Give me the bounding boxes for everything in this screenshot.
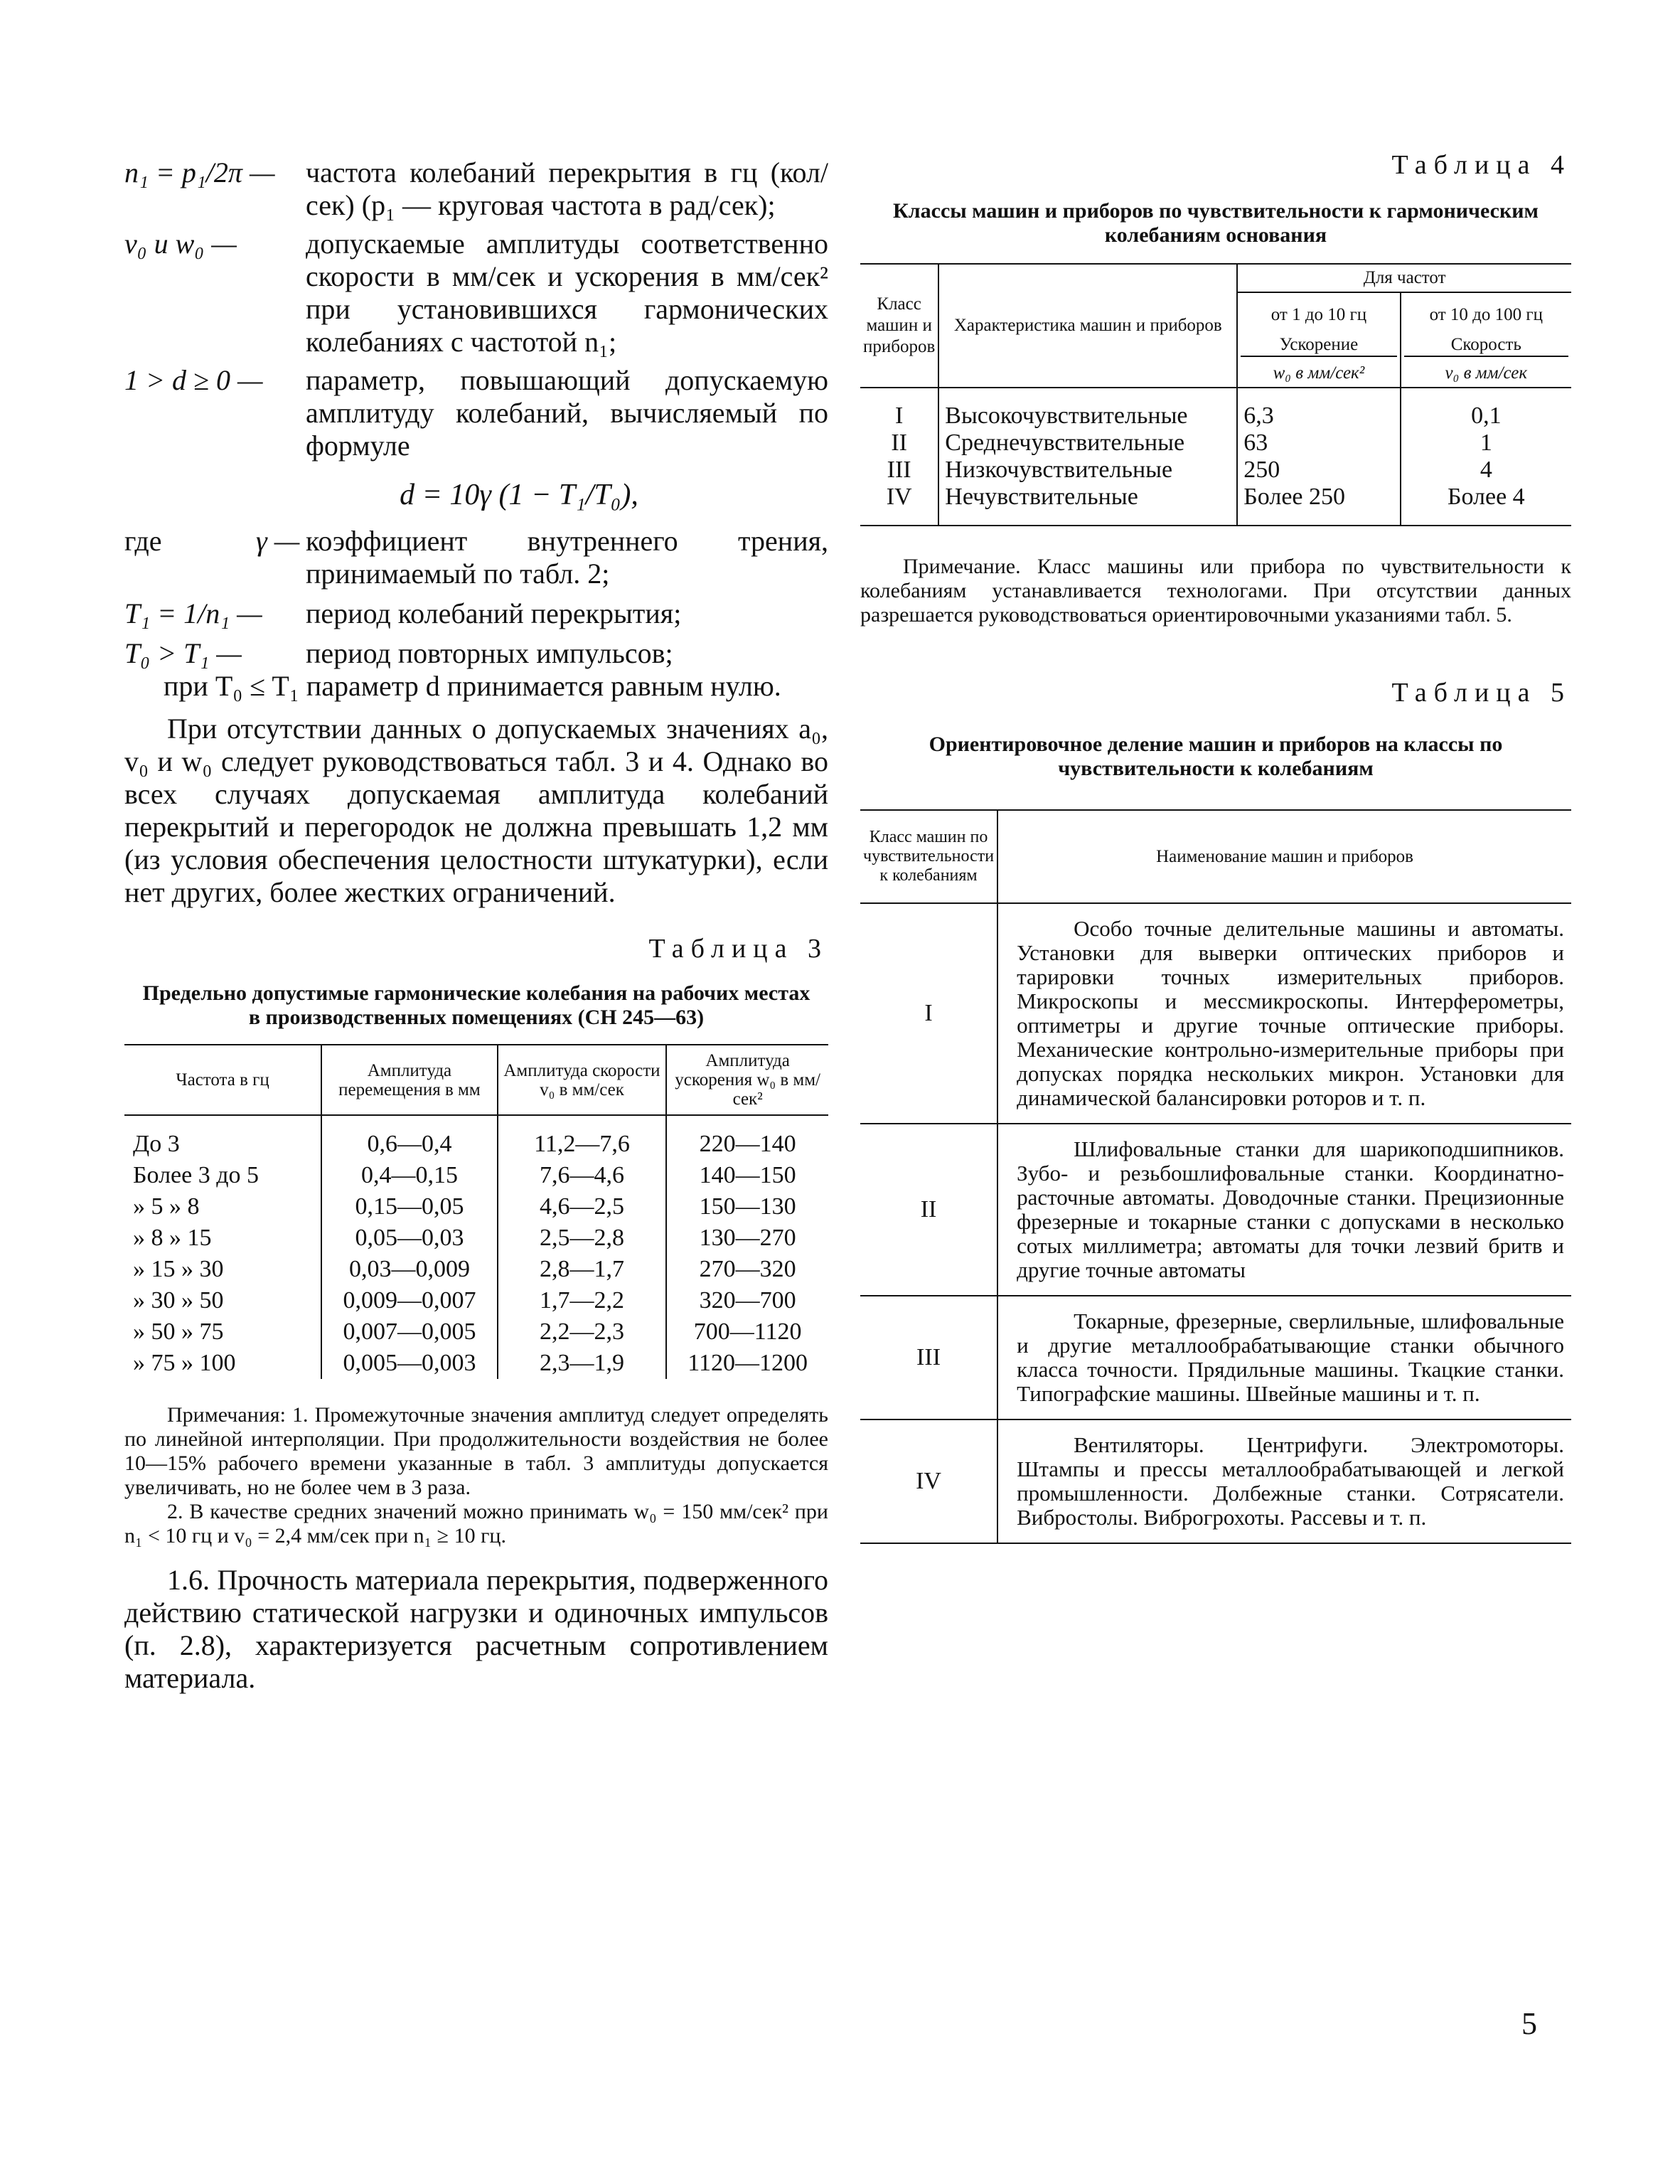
table4-title: Классы машин и приборов по чувствительности к гармоническим колебаниям основания <box>893 199 1539 247</box>
table4-cell: Более 250 <box>1237 484 1400 526</box>
definition-v0-w0 <box>124 228 828 358</box>
table4-note: Примечание. Класс машины или прибора по чувствительности к колебаниям устанавливается технологами. При отсутствии данных разрешается руководствоваться ориентировочными указаниями табл. 5. <box>860 555 1571 627</box>
table3-cell: 150—130 <box>666 1191 828 1222</box>
table5-cell-name: Токарные, фрезерные, сверлильные, шлифовальные и другие металлообрабатывающие станки обычного класса точности. Прядильные машины. Ткацкие станки. Типографские машины. Швейные машины и т. п. <box>997 1296 1571 1419</box>
table5-row <box>860 1419 1571 1543</box>
table4-row <box>860 484 1571 526</box>
table4-cell: Среднечувствительные <box>938 430 1237 457</box>
table5-cell-class: II <box>860 1124 997 1296</box>
definition-text: допускаемые амплитуды соответственно скорости в мм/сек и ускорения в мм/сек² при установившихся гармонических колебаниях с частотой n₁; <box>306 228 828 358</box>
table3-cell: 4,6—2,5 <box>498 1191 667 1222</box>
table3-cell: 0,05—0,03 <box>321 1222 498 1254</box>
table3-cell: 0,6—0,4 <box>321 1115 498 1160</box>
table3-header-acceleration: Амплитуда ускорения w₀ в мм/сек² <box>666 1045 828 1115</box>
table3-note-1: Примечания: 1. Промежуточные значения амплитуд следует определять по линейной интерполяции. При продолжительности воздействия не более 10—15% рабочего времени указанные в табл. 3 амплитуды допускается увеличивать, но не более чем в 3 раза. <box>124 1403 828 1499</box>
table3-cell: » 30 » 50 <box>133 1287 224 1314</box>
table3-title: Предельно допустимые гармонические колебания на рабочих местах в производственных помещениях (СН 245—63) <box>142 981 810 1029</box>
table3-cell: Более 3 до 5 <box>133 1162 260 1188</box>
table3-header-displacement: Амплитуда перемещения в мм <box>321 1045 498 1115</box>
table5-caption: Таблица 5 <box>1391 678 1571 708</box>
table3-header-row <box>124 1045 828 1115</box>
table3-cell: 2,5—2,8 <box>498 1222 667 1254</box>
definition-symbol: 1 > d ≥ 0 — <box>124 364 263 396</box>
table5-cell-name: Шлифовальные станки для шарикоподшипников. Зубо- и резьбошлифовальные станки. Координатно-расточные автоматы. Доводочные станки. Прецизионные фрезерные и токарные станки с допусками в несколько сотых миллиметра; автоматы для точки лезвий бритв и другие точные автоматы <box>997 1124 1571 1296</box>
definition-symbol: n₁ = p₁/2π — <box>124 156 275 188</box>
table3-cell: 0,03—0,009 <box>321 1254 498 1285</box>
table4-cell: 63 <box>1237 430 1400 457</box>
table3-cell: » 5 » 8 <box>133 1193 200 1220</box>
where-word: где <box>124 525 162 557</box>
table5-cell-class: III <box>860 1296 997 1419</box>
table3-cell: 2,8—1,7 <box>498 1254 667 1285</box>
definition-text: коэффициент внутреннего трения, принимаемый по табл. 2; <box>306 525 828 590</box>
table3-cell: 2,3—1,9 <box>498 1348 667 1379</box>
table3-cell: 0,009—0,007 <box>321 1285 498 1316</box>
table3-cell: 11,2—7,6 <box>498 1115 667 1160</box>
table3-cell: 270—320 <box>666 1254 828 1285</box>
table5-cell-name: Вентиляторы. Центрифуги. Электромоторы. Штампы и прессы металлообрабатывающей и легкой промышленности. Долбежные станки. Сотрясатели. Вибростолы. Виброгрохоты. Рассевы и т. п. <box>997 1419 1571 1543</box>
table3-row <box>124 1115 828 1160</box>
definition-t1 <box>124 597 828 630</box>
definition-text: период повторных импульсов; <box>306 637 673 669</box>
table3-caption: Таблица 3 <box>648 934 828 964</box>
table3-row <box>124 1285 828 1316</box>
definition-symbol: T₁ = 1/n₁ — <box>124 597 262 629</box>
table3-cell: 140—150 <box>666 1160 828 1191</box>
definition-t0 <box>124 637 828 670</box>
table4-header-characteristic: Характеристика машин и приборов <box>938 264 1237 388</box>
table3-header-velocity: Амплитуда скорости v₀ в мм/сек <box>498 1045 667 1115</box>
table3-cell: 0,4—0,15 <box>321 1160 498 1191</box>
definition-symbol: T₀ > T₁ — <box>124 637 242 669</box>
definition-text: период колебаний перекрытия; <box>306 597 682 629</box>
table3-cell: 1,7—2,2 <box>498 1285 667 1316</box>
table3-cell: 220—140 <box>666 1115 828 1160</box>
table4-header-f1 <box>1237 292 1400 360</box>
definition-symbol: γ — <box>256 525 300 557</box>
table4-cell: 1 <box>1480 430 1492 456</box>
table4-header-f2 <box>1401 292 1571 360</box>
paragraph-allowed-values: При отсутствии данных о допускаемых значениях a₀, v₀ и w₀ следует руководствоваться табл. 3 и 4. Однако во всех случаях допускаемая амплитуда колебаний перекрытий и перегородок не должна превышать 1,2 мм (из условия обеспечения целостности штукатурки), если нет других, более жестких ограничений. <box>124 713 828 908</box>
table3 <box>124 1044 828 1379</box>
table3-row <box>124 1348 828 1379</box>
table5-row <box>860 1124 1571 1296</box>
table4-row <box>860 430 1571 457</box>
page-number: 5 <box>1521 2006 1537 2041</box>
table4-cell: III <box>860 457 938 484</box>
table3-row <box>124 1222 828 1254</box>
table3-cell: 0,005—0,003 <box>321 1348 498 1379</box>
table4-header-f1-range: от 1 до 10 гц <box>1270 305 1367 324</box>
table4-cell: IV <box>860 484 938 526</box>
table4-cell: Нечувствительные <box>938 484 1237 526</box>
table5-header-class: Класс машин по чувствительности к колебаниям <box>860 810 997 903</box>
formula-d: d = 10γ (1 − T₁/T₀), <box>400 479 638 511</box>
left-column <box>124 156 828 1695</box>
paragraph-1-6: 1.6. Прочность материала перекрытия, подверженного действию статической нагрузки и одиночных импульсов (п. 2.8), характеризуется расчетным сопротивлением материала. <box>124 1564 828 1694</box>
table3-cell: » 8 » 15 <box>133 1225 212 1251</box>
table4-cell: Высокочувствительные <box>938 388 1237 430</box>
table4-cell: Низкочувствительные <box>938 457 1237 484</box>
table5-header-name: Наименование машин и приборов <box>1156 846 1413 866</box>
table3-cell: » 50 » 75 <box>133 1319 224 1345</box>
table4-row <box>860 457 1571 484</box>
table4-header-v0: v₀ в мм/сек <box>1445 363 1528 383</box>
definition-d <box>124 364 828 462</box>
table3-header-frequency: Частота в гц <box>124 1045 321 1115</box>
table3-row <box>124 1254 828 1285</box>
table4-header-w0: w₀ в мм/сек² <box>1237 360 1400 388</box>
table4-row <box>860 388 1571 430</box>
table4-cell: 0,1 <box>1471 403 1502 429</box>
table4-header-velocity: Скорость <box>1404 334 1568 357</box>
table3-cell: 2,2—2,3 <box>498 1316 667 1348</box>
table5-row <box>860 1296 1571 1419</box>
definition-text: параметр, повышающий допускаемую амплитуду колебаний, вычисляемый по формуле <box>306 364 828 462</box>
table4-header-acceleration: Ускорение <box>1241 334 1396 357</box>
table4-header-frequencies: Для частот <box>1237 264 1571 292</box>
table4-cell: Более 4 <box>1447 484 1525 510</box>
table3-cell: 0,15—0,05 <box>321 1191 498 1222</box>
condition-text: при T₀ ≤ T₁ параметр d принимается равным нулю. <box>164 670 781 702</box>
table4-cell: 4 <box>1480 457 1492 483</box>
table4-caption: Таблица 4 <box>1391 150 1571 180</box>
table4-header-class: Класс машин и приборов <box>860 264 938 388</box>
table3-note-2: 2. В качестве средних значений можно принимать w₀ = 150 мм/сек² при n₁ < 10 гц и v₀ = 2,4 мм/сек при n₁ ≥ 10 гц. <box>124 1500 828 1548</box>
table3-cell: 0,007—0,005 <box>321 1316 498 1348</box>
table3-cell: 1120—1200 <box>666 1348 828 1379</box>
table4-cell: 250 <box>1237 457 1400 484</box>
table5 <box>860 809 1571 1544</box>
table3-cell: » 15 » 30 <box>133 1256 224 1282</box>
table3-cell: 130—270 <box>666 1222 828 1254</box>
definition-gamma <box>124 525 828 590</box>
table4 <box>860 263 1571 526</box>
table4-cell: II <box>860 430 938 457</box>
table3-cell: 700—1120 <box>666 1316 828 1348</box>
table3-row <box>124 1191 828 1222</box>
definition-symbol: v₀ и w₀ — <box>124 228 237 260</box>
table3-row <box>124 1316 828 1348</box>
table4-cell: I <box>860 388 938 430</box>
table4-header-f2-range: от 10 до 100 гц <box>1429 305 1543 324</box>
table5-cell-name: Особо точные делительные машины и автоматы. Установки для выверки оптических приборов и тарировки точных измерительных приборов. Микроскопы и мессмикроскопы. Интерферометры, оптиметры и другие точные оптические приборы. Механические контрольно-измерительные приборы при допусках порядка нескольких микрон. Установки для динамической балансировки роторов и т. п. <box>997 903 1571 1124</box>
table3-cell: 7,6—4,6 <box>498 1160 667 1191</box>
table3-cell: До 3 <box>133 1131 180 1157</box>
table5-cell-class: IV <box>860 1419 997 1543</box>
right-column <box>860 149 1571 1544</box>
table5-row <box>860 903 1571 1124</box>
definition-n1 <box>124 156 828 222</box>
table3-cell: » 75 » 100 <box>133 1350 236 1376</box>
table5-cell-class: I <box>860 903 997 1124</box>
table5-title: Ориентировочное деление машин и приборов на классы по чувствительности к колебаниям <box>929 733 1503 780</box>
table3-cell: 320—700 <box>666 1285 828 1316</box>
definition-text: частота колебаний перекрытия в гц (кол/сек) (p₁ — круговая частота в рад/сек); <box>306 156 828 221</box>
table3-row <box>124 1160 828 1191</box>
table4-cell: 6,3 <box>1237 388 1400 430</box>
